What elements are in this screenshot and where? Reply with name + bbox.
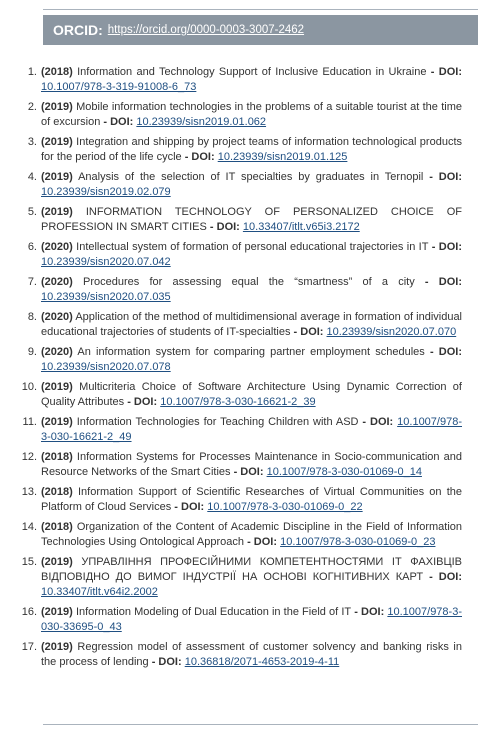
doi-link[interactable]: 10.23939/sisn2019.01.062 <box>136 116 267 128</box>
doi-label: - DOI: <box>100 116 137 128</box>
orcid-label: ORCID: <box>53 22 103 38</box>
item-number: 8. <box>27 311 37 323</box>
doi-label: - DOI: <box>244 536 281 548</box>
doi-link[interactable]: 10.33407/itlt.v65i3.2172 <box>242 221 360 233</box>
item-number: 13. <box>21 486 37 498</box>
item-number: 7. <box>27 276 37 288</box>
bottom-divider <box>43 724 478 725</box>
doi-link[interactable]: 10.23939/sisn2019.02.079 <box>41 186 171 198</box>
item-number: 1. <box>27 66 37 78</box>
publication-year: (2019) <box>41 641 73 653</box>
doi-label: - DOI: <box>290 326 327 338</box>
item-number: 2. <box>27 101 37 113</box>
publication-year: (2020) <box>41 276 73 288</box>
doi-label: - DOI: <box>358 416 398 428</box>
publication-title: Information and Technology Support of Inclusive Education in Ukraine <box>77 66 427 78</box>
publication-item <box>21 380 462 410</box>
publication-title: Information Support of Scientific Researches of Virtual Communities on the Platform of Cloud Services <box>41 486 463 513</box>
item-number: 4. <box>27 171 37 183</box>
top-divider <box>43 9 478 10</box>
doi-label: - DOI: <box>181 151 218 163</box>
orcid-link[interactable]: https://orcid.org/0000-0003-3007-2462 <box>107 24 305 36</box>
publication-year: (2019) <box>41 136 73 148</box>
doi-link[interactable]: 10.1007/978-3-030-16621-2_49 <box>41 416 462 443</box>
publication-title: INFORMATION TECHNOLOGY OF PERSONALIZED CHOICE OF PROFESSION IN SMART CITIES <box>41 206 463 233</box>
doi-link[interactable]: 10.23939/sisn2020.07.070 <box>326 326 457 338</box>
publication-year: (2019) <box>41 381 73 393</box>
publication-year: (2018) <box>41 521 73 533</box>
publication-item <box>27 170 463 200</box>
publication-item <box>21 485 463 515</box>
item-number: 9. <box>27 346 37 358</box>
item-number: 16. <box>21 606 37 618</box>
publication-item <box>27 135 462 165</box>
publication-year: (2019) <box>41 101 73 113</box>
item-number: 12. <box>21 451 37 463</box>
publication-item <box>27 275 463 305</box>
doi-label: - DOI: <box>424 346 463 358</box>
doi-link[interactable]: 10.23939/sisn2020.07.035 <box>41 291 171 303</box>
publication-year: (2020) <box>41 346 73 358</box>
doi-label: - DOI: <box>206 221 243 233</box>
publication-title: Multicriteria Choice of Software Architecture Using Dynamic Correction of Quality Attributes <box>41 381 462 408</box>
doi-link[interactable]: 10.1007/978-3-030-01069-0_14 <box>266 466 422 478</box>
publication-title: УПРАВЛІННЯ ПРОФЕСІЙНИМИ КОМПЕТЕНТНОСТЯМИ ІТ ФАХІВЦІВ ВІДПОВІДНО ДО ВИМОГ ІНДУСТРІЇ НА ОСНОВІ КОГНІТИВНИХ КАРТ <box>41 556 462 583</box>
publication-title: Analysis of the selection of IT specialties by graduates in Ternopil <box>78 171 424 183</box>
publication-title: Organization of the Content of Academic Discipline in the Field of Information Technologies Using Ontological Approach <box>41 521 463 548</box>
doi-link[interactable]: 10.33407/itlt.v64i2.2002 <box>41 586 158 598</box>
doi-link[interactable]: 10.1007/978-3-030-33695-0_43 <box>41 606 462 633</box>
item-number: 11. <box>22 416 37 428</box>
publication-item <box>21 520 463 550</box>
publication-title: Mobile information technologies in the problems of a suitable tourist at the time of excursion <box>41 101 463 128</box>
publication-item <box>27 345 463 375</box>
doi-link[interactable]: 10.23939/sisn2020.07.042 <box>41 256 171 268</box>
publication-item <box>27 100 463 130</box>
doi-label: - DOI: <box>414 276 463 288</box>
publication-year: (2020) <box>41 241 73 253</box>
publication-item <box>22 415 462 445</box>
item-number: 5. <box>27 206 37 218</box>
publication-title: Application of the method of multidimensional average in formation of individual educational trajectories of students of IT-specialties <box>41 311 463 338</box>
item-number: 15. <box>21 556 37 568</box>
doi-link[interactable]: 10.1007/978-3-030-01069-0_23 <box>280 536 436 548</box>
doi-link[interactable]: 10.23939/sisn2019.01.125 <box>217 151 348 163</box>
doi-label: - DOI: <box>428 241 462 253</box>
publication-item <box>27 205 463 235</box>
publication-title: Information Technologies for Teaching Children with ASD <box>76 416 359 428</box>
publication-title: Information Systems for Processes Maintenance in Socio-communication and Resource Networks of the Smart Cities <box>41 451 462 478</box>
publication-item <box>27 240 462 270</box>
publication-year: (2020) <box>41 311 73 323</box>
publication-title: Regression model of assessment of customer solvency and banking risks in the process of lending <box>41 641 462 668</box>
doi-label: - DOI: <box>124 396 161 408</box>
publication-title: Intellectual system of formation of personal educational trajectories in IT <box>76 241 429 253</box>
publication-item <box>21 450 462 480</box>
doi-link[interactable]: 10.1007/978-3-030-16621-2_39 <box>160 396 316 408</box>
publication-year: (2019) <box>41 606 73 618</box>
item-number: 14. <box>21 521 37 533</box>
publication-title: Information Modeling of Dual Education in the Field of IT <box>75 606 352 618</box>
publication-item <box>21 605 462 635</box>
publication-list <box>21 65 463 675</box>
publication-year: (2019) <box>41 171 73 183</box>
publication-year: (2018) <box>41 451 73 463</box>
publication-year: (2018) <box>41 66 73 78</box>
doi-label: - DOI: <box>426 66 462 78</box>
publication-item <box>27 65 462 95</box>
doi-link[interactable]: 10.1007/978-3-030-01069-0_22 <box>207 501 363 513</box>
doi-link[interactable]: 10.23939/sisn2020.07.078 <box>41 361 171 373</box>
orcid-header <box>43 15 478 45</box>
publication-year: (2019) <box>41 206 73 218</box>
publication-year: (2019) <box>41 556 73 568</box>
publication-title: An information system for comparing partner employment schedules <box>77 346 425 358</box>
doi-label: - DOI: <box>171 501 208 513</box>
publication-title: Integration and shipping by project teams of information technological products for the period of the life cycle <box>41 136 462 163</box>
doi-label: - DOI: <box>423 571 462 583</box>
item-number: 10. <box>21 381 37 393</box>
item-number: 6. <box>27 241 37 253</box>
doi-label: - DOI: <box>230 466 267 478</box>
item-number: 3. <box>27 136 37 148</box>
doi-label: - DOI: <box>423 171 463 183</box>
publication-item <box>21 555 462 600</box>
doi-link[interactable]: 10.36818/2071-4653-2019-4-11 <box>184 656 340 668</box>
publication-year: (2019) <box>41 416 73 428</box>
doi-link[interactable]: 10.1007/978-3-319-91008-6_73 <box>41 81 197 93</box>
publication-item <box>21 640 462 670</box>
doi-label: - DOI: <box>148 656 185 668</box>
publication-title: Procedures for assessing equal the “smartness” of a city <box>83 276 415 288</box>
item-number: 17. <box>21 641 37 653</box>
publication-year: (2018) <box>41 486 73 498</box>
publication-item <box>27 310 463 340</box>
doi-label: - DOI: <box>351 606 388 618</box>
